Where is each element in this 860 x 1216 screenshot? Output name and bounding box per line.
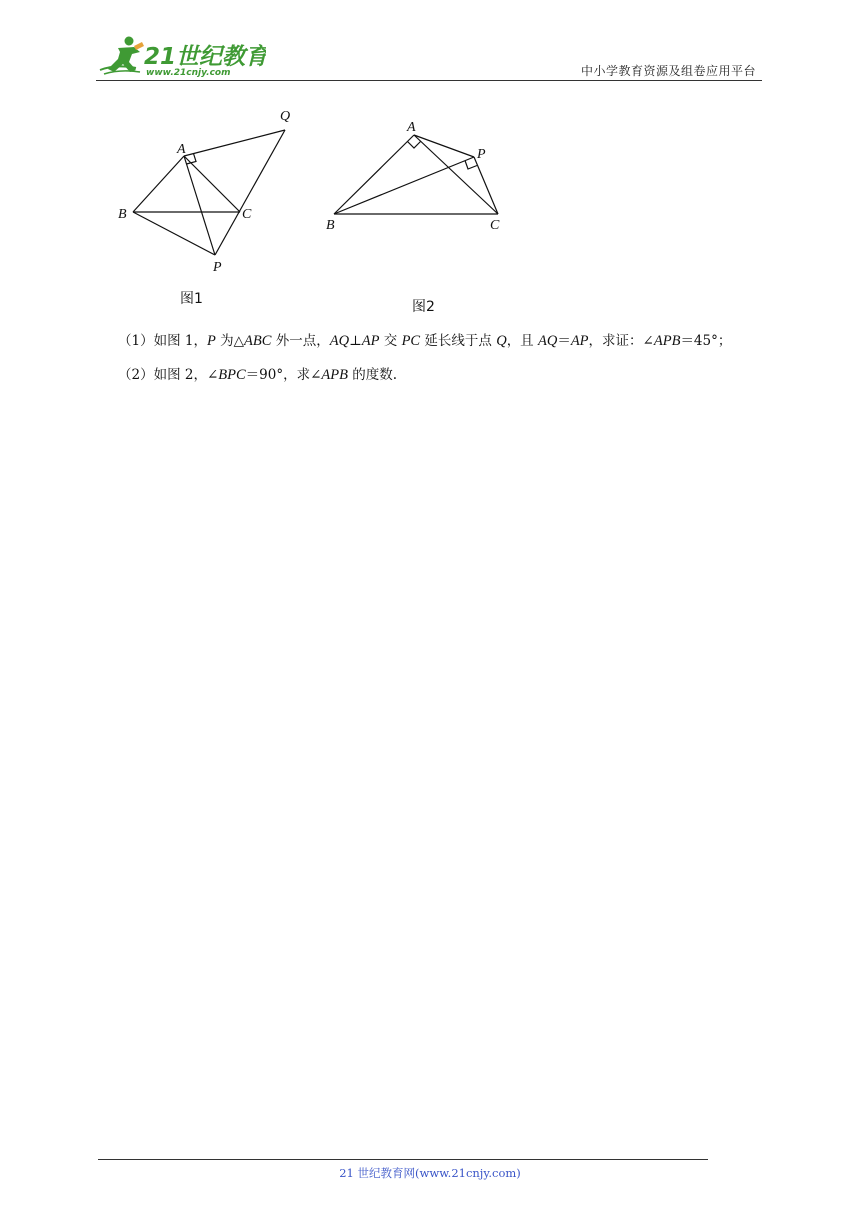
question-2	[118, 365, 397, 385]
fig2-label-B: B	[326, 218, 335, 233]
fig2-right-angle-mark-P	[465, 161, 477, 170]
logo-url-text: www.21cnjy.com	[146, 68, 231, 78]
fig1-segment-AQ	[184, 130, 285, 156]
runner-logo-icon	[96, 34, 266, 80]
question-1	[118, 331, 731, 351]
fig1-segment-AB	[133, 156, 184, 212]
fig2-label-A: A	[407, 120, 416, 135]
q1-var: PC	[401, 333, 421, 349]
site-logo	[96, 34, 266, 80]
q1-var: Q	[496, 333, 507, 349]
figure-2-diagram	[318, 112, 518, 242]
q1-text: 延长线于点	[420, 333, 497, 349]
q2-text: （2）如图 2，∠	[118, 367, 219, 383]
q1-text: ，且	[506, 333, 538, 349]
fig1-label-P: P	[213, 260, 222, 275]
header-divider	[96, 80, 762, 81]
q2-var: BPC	[218, 367, 246, 383]
fig1-segment-BP	[133, 212, 215, 255]
q1-text: ⊥	[349, 333, 362, 349]
q1-var: AQ	[329, 333, 350, 349]
q1-var: ABC	[244, 333, 272, 349]
figure-1-caption: 图1	[180, 291, 203, 307]
q1-var: APB	[653, 333, 681, 349]
q1-text: 交	[379, 333, 402, 349]
q1-var: P	[206, 333, 216, 349]
q1-text: ＝45°；	[680, 333, 732, 349]
fig2-segment-AB	[334, 135, 414, 214]
q1-text: ，求证：∠	[588, 333, 654, 349]
q1-var: AP	[361, 333, 380, 349]
fig2-segment-PC	[474, 157, 498, 214]
header-platform-text: 中小学教育资源及组卷应用平台	[580, 64, 756, 78]
footer-site-link[interactable]: 21 世纪教育网(www.21cnjy.com)	[339, 1166, 521, 1180]
fig1-label-C: C	[242, 207, 252, 222]
q2-text: ＝90°，求∠	[245, 367, 322, 383]
fig2-right-angle-mark-A	[408, 142, 421, 149]
q1-text: （1）如图 1，	[118, 333, 207, 349]
fig1-label-Q: Q	[280, 109, 291, 124]
q2-text: 的度数.	[348, 367, 398, 383]
fig1-label-A: A	[177, 142, 186, 157]
fig2-label-P: P	[477, 147, 486, 162]
fig1-label-B: B	[118, 207, 127, 222]
figure-1-diagram	[110, 100, 310, 280]
fig1-segment-PQ	[215, 130, 285, 255]
logo-text: 21世纪教育	[144, 44, 266, 70]
q1-text: 外一点，	[271, 333, 330, 349]
q1-text: ＝	[557, 333, 571, 349]
fig2-segment-BP	[334, 157, 474, 214]
footer-divider	[98, 1159, 708, 1160]
fig2-segment-AP	[414, 135, 474, 157]
q1-var: AP	[570, 333, 589, 349]
q1-text: 为△	[215, 333, 245, 349]
q1-var: AQ	[537, 333, 558, 349]
q2-var: APB	[321, 367, 348, 383]
figure-2-caption: 图2	[412, 299, 435, 315]
fig2-label-C: C	[490, 218, 500, 233]
